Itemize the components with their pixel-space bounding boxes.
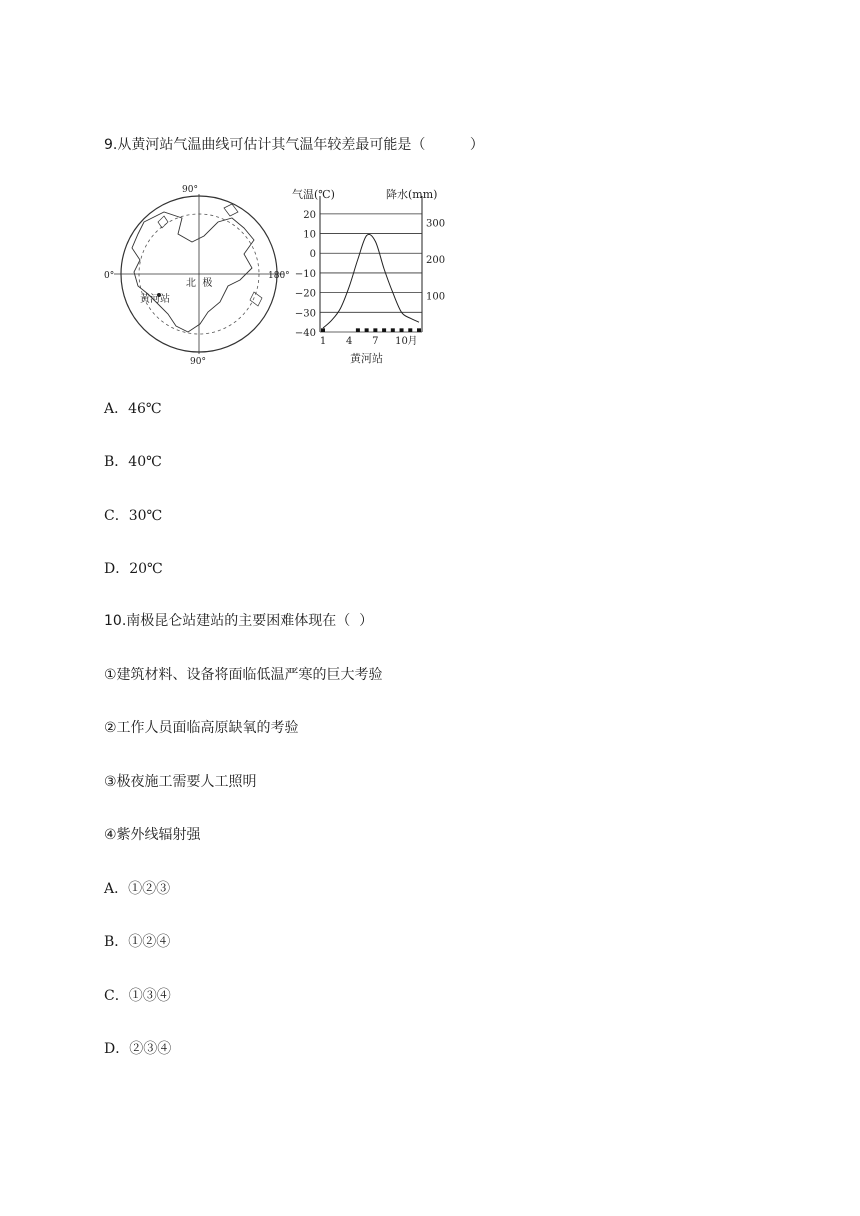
q10-statement-3: ③极夜施工需要人工照明 xyxy=(104,774,257,790)
right-axis-title: 降水(mm) xyxy=(386,188,438,201)
q10-statement-2: ②工作人员面临高原缺氧的考验 xyxy=(104,720,299,736)
x-unit-label: 月 xyxy=(407,336,418,347)
precipitation-bar xyxy=(356,328,360,332)
q9-option-c: C．30℃ xyxy=(104,508,163,524)
q9-option-a: A．46℃ xyxy=(104,401,162,417)
left-tick-label: 10 xyxy=(303,229,316,241)
precipitation-bar xyxy=(321,328,325,332)
map-lat-bottom: 90° xyxy=(190,357,206,367)
precipitation-bar xyxy=(408,328,412,332)
left-tick-label: 0 xyxy=(309,249,316,261)
map-lat-top: 90° xyxy=(182,185,198,195)
map-lon-left: 0° xyxy=(104,271,115,281)
left-tick-label: 20 xyxy=(303,209,316,221)
q10-option-a: A．①②③ xyxy=(104,881,171,897)
map-lon-right: 180° xyxy=(268,271,290,281)
left-axis-title: 气温(℃) xyxy=(292,188,335,201)
precipitation-bar xyxy=(391,328,395,332)
x-axis-caption: 黄河站 xyxy=(350,352,383,365)
q10-option-b: B．①②④ xyxy=(104,934,171,950)
question-9-figure xyxy=(104,182,454,372)
precipitation-bar xyxy=(373,328,377,332)
question-9-stem: 9.从黄河站气温曲线可估计其气温年较差最可能是（ ） xyxy=(104,137,484,153)
x-tick-label: 7 xyxy=(372,336,379,347)
x-tick-label: 10 xyxy=(395,336,408,347)
precipitation-bar xyxy=(417,328,421,332)
x-tick-label: 4 xyxy=(345,336,353,347)
q9-option-b: B．40℃ xyxy=(104,454,162,470)
map-region-label: 北 极 xyxy=(186,278,213,289)
right-tick-label: 100 xyxy=(426,291,446,303)
q10-option-d: D．②③④ xyxy=(104,1041,172,1057)
left-tick-label: −30 xyxy=(294,308,316,320)
question-10-stem: 10.南极昆仑站建站的主要困难体现在（ ） xyxy=(104,613,374,629)
precipitation-bar xyxy=(400,328,404,332)
q9-option-d: D．20℃ xyxy=(104,561,163,577)
right-tick-label: 300 xyxy=(426,218,446,230)
right-tick-label: 200 xyxy=(426,254,446,266)
left-tick-label: −10 xyxy=(294,268,316,280)
polar-map xyxy=(104,185,290,367)
precipitation-bar xyxy=(365,328,369,332)
left-tick-label: −20 xyxy=(294,288,316,300)
temperature-line xyxy=(323,234,419,328)
climate-chart xyxy=(292,187,445,365)
left-tick-label: −40 xyxy=(294,328,316,339)
q10-option-c: C．①③④ xyxy=(104,988,171,1004)
precipitation-bar xyxy=(382,328,386,332)
x-tick-label: 1 xyxy=(319,336,327,347)
q10-statement-4: ④紫外线辐射强 xyxy=(104,827,201,843)
map-station-label: 黄河站 xyxy=(140,294,170,305)
q10-statement-1: ①建筑材料、设备将面临低温严寒的巨大考验 xyxy=(104,667,383,683)
